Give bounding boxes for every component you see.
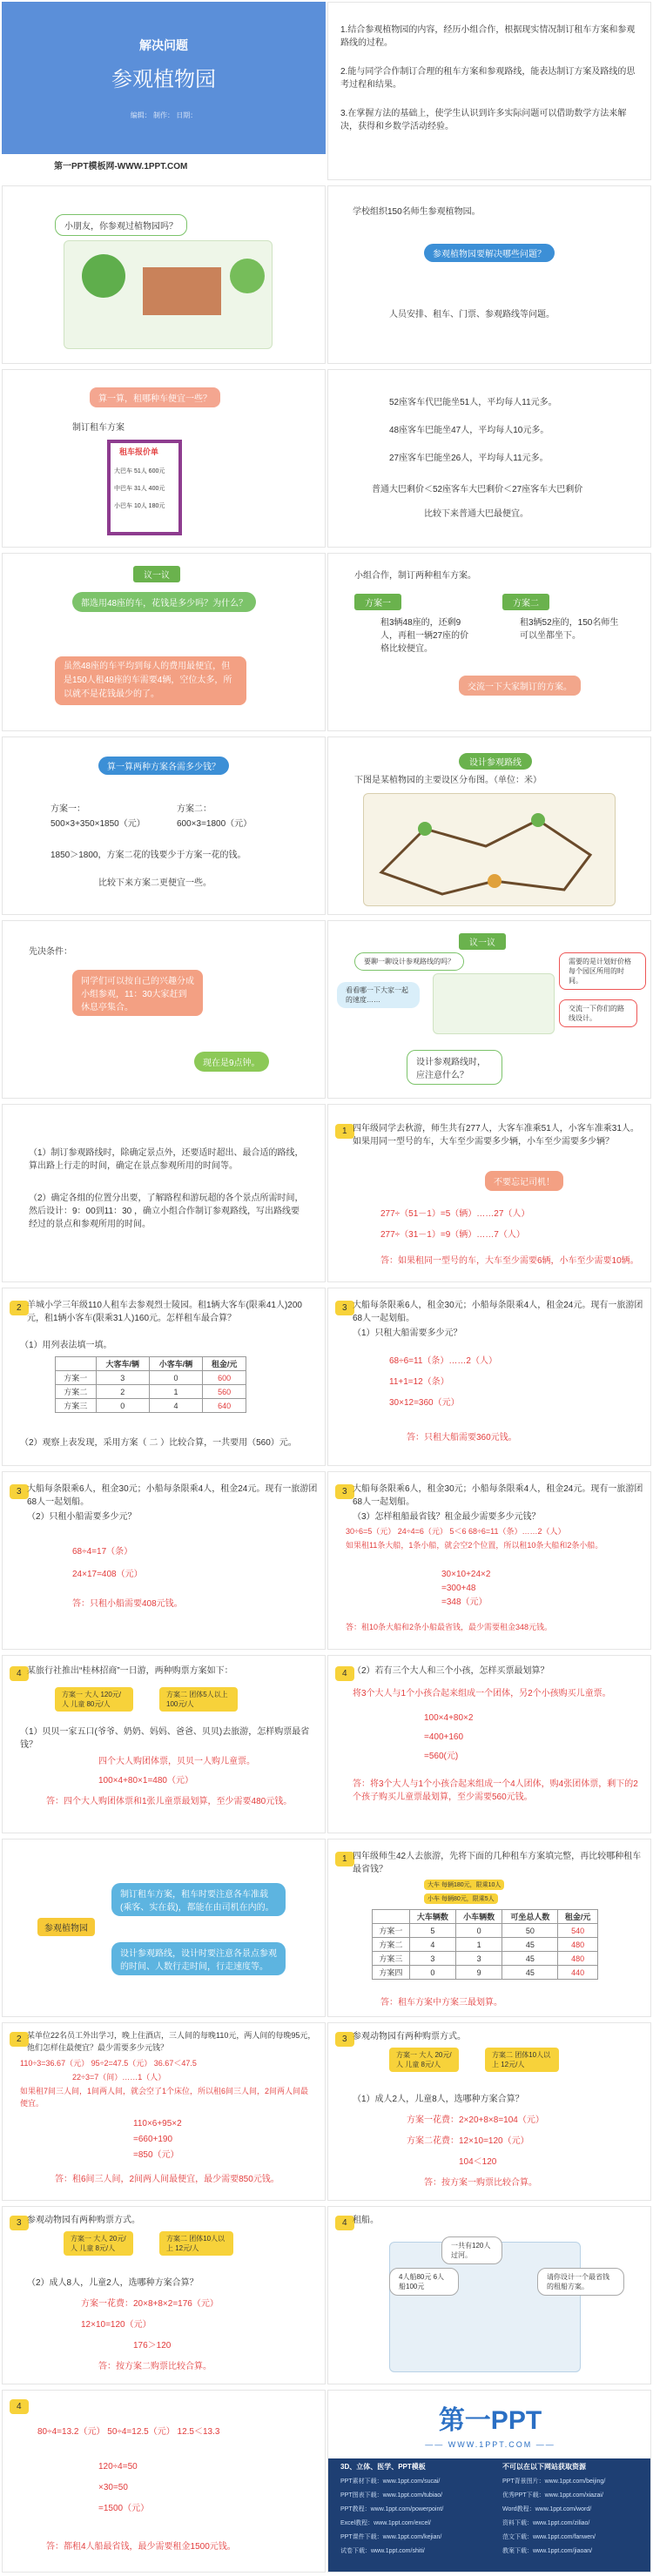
exercise-question: 参观动物园有两种购票方式。 xyxy=(27,2216,140,2225)
speech-bubble: 小朋友，你参观过植物园吗？ xyxy=(55,214,187,236)
exercise-number: 2 xyxy=(10,2032,29,2047)
slide-problems xyxy=(327,185,651,364)
slide-practice-3b xyxy=(2,2206,326,2384)
note-2: （2）确定各组的位置分出要，了解路程和游玩超的各个景点所需时间，然后设计：9：00到11：30 ，确立小组合作制订参观路线，写出路线要经过的景点和参观所用的时间。 xyxy=(29,1194,304,1229)
conclusion-text: 比较下来方案二更便宜一些。 xyxy=(98,878,212,888)
ticket-plan-2: 方案二 团体10人以上 12元/人 xyxy=(485,2048,559,2072)
slide-exercise-3c xyxy=(327,1471,651,1650)
calc-line: 30÷6=5（元） 24÷4=6（元） 5＜6 68÷6=11（条）……2（人） xyxy=(346,1527,566,1536)
calc-line: =348（元） xyxy=(441,1597,488,1607)
question-pill: 参观植物园要解决哪些问题？ xyxy=(424,244,555,262)
quote-line: 小巴车 10人 180元 xyxy=(114,503,165,509)
calc-line: 100×4+80×2 xyxy=(424,1713,474,1723)
exercise-question: 羊城小学三年级110人租车去参观烈士陵园。租1辆大客车(限乘41人)200元，租1辆小客车(限乘31人)160元。怎样租车最合算？ xyxy=(27,1301,302,1323)
calc-line: =850（元） xyxy=(133,2150,179,2160)
calc-line: 110÷3=36.67（元） 95÷2=47.5（元） 36.67＜47.5 xyxy=(20,2059,197,2068)
exercise-question: 某旅行社推出“桂林招商”一日游，两种购票方案如下： xyxy=(27,1666,233,1676)
resource-link[interactable]: 资料下载：www.1ppt.com/ziliao/ xyxy=(502,2520,590,2526)
question-bubble: 都选用48座的车，花钱是多少吗？为什么？ xyxy=(72,592,256,612)
plan1-calc: 500×3+350×1850（元） xyxy=(50,819,145,829)
slide-discuss-route xyxy=(327,920,651,1099)
resource-link[interactable]: 试卷下载：www.1ppt.com/shiti/ xyxy=(340,2548,425,2554)
slide-boat-rental xyxy=(327,2206,651,2384)
links-col1-title: 3D、立体、医学、PPT模板 xyxy=(340,2463,426,2471)
resource-link[interactable]: PPT教程：www.1ppt.com/powerpoint/ xyxy=(340,2506,444,2512)
question-bubble: 算一算，租哪种车便宜一些？ xyxy=(90,387,220,407)
summary-point: 制订租车方案，租车时要注意各车准载(乘客、实在载)，都能在由司机在内的。 xyxy=(111,1883,286,1916)
students-illustration xyxy=(433,973,555,1034)
speech-bubble: 4人船80元 6人船100元 xyxy=(389,2268,459,2296)
brand-logo: 第一PPT xyxy=(438,2406,542,2435)
calc-line: =560(元) xyxy=(424,1752,459,1761)
table-row: 方案一 3 0 600 xyxy=(56,1371,246,1385)
sub-question: （1）贝贝一家五口(爷爷、奶奶、妈妈、爸爸、贝贝)去旅游，怎样购票最省钱？ xyxy=(20,1727,310,1750)
slide-route-map xyxy=(327,736,651,915)
calc-line: 22÷3=7（间）……1（人） xyxy=(72,2073,166,2082)
calc-line: 方案一花费：20×8+8×2=176（元） xyxy=(81,2299,219,2309)
exercise-number: 4 xyxy=(10,2399,29,2414)
exercise-question: 参观动物园有两种购票方式。 xyxy=(353,2032,466,2041)
summary-point: 设计参观路线，设计时要注意各景点参观的时间、人数行走时间，行走速度等。 xyxy=(111,1942,286,1975)
answer-text: 答：租10条大船和2条小船最省钱，最少需要租金348元钱。 xyxy=(346,1623,553,1631)
compare-text: 1850＞1800，方案二花的钱要少于方案一花的钱。 xyxy=(50,851,246,860)
objective-2: 2.能与同学合作制订合理的租车方案和参观路线，能表达制订方案及路线的思考过程和结果。 xyxy=(340,67,636,90)
plan1-tag: 方案一 xyxy=(354,594,401,610)
exercise-number: 3 xyxy=(10,1484,29,1499)
ticket-plan-1: 方案一 大人 20元/人 儿童 8元/人 xyxy=(389,2048,459,2072)
price-line: 48座客车巴能坐47人，平均每人10元多。 xyxy=(389,426,549,435)
discuss-tag: 议一议 xyxy=(133,566,180,582)
quote-line: 大巴车 51人 600元 xyxy=(114,468,165,474)
slide-summary xyxy=(2,1839,326,2017)
objective-1: 1.结合参观植物园的内容，经历小组合作，根据现实情况制订租车方案和参观路线的过程。 xyxy=(340,25,636,48)
answer-text: 答：四个大人购团体票和1张儿童票最划算，至少需要480元钱。 xyxy=(46,1797,293,1806)
calc-line: 30×10+24×2 xyxy=(441,1570,491,1579)
conditions-label: 先决条件： xyxy=(29,947,72,957)
plan1-text: 租3辆48座的，还剩9人，再租一辆27座的价格比较便宜。 xyxy=(380,618,469,654)
slide-price-compare xyxy=(327,369,651,548)
slide-practice-2 xyxy=(2,2022,326,2201)
slide-exercise-4a xyxy=(2,1655,326,1833)
intro-text: 小组合作，制订两种租车方案。 xyxy=(354,571,476,581)
ticket-plan-2: 方案二 团体10人以上 12元/人 xyxy=(159,2231,233,2256)
ticket-plan-1: 方案一 大人 20元/人 儿童 8元/人 xyxy=(64,2231,133,2256)
ticket-plan-1: 方案一 大人 120元/人 儿童 80元/人 xyxy=(55,1687,133,1712)
exercise-number: 3 xyxy=(10,2216,29,2230)
answer-text: 答：租6间三人间，2间两人间最便宜，最少需要850元钱。 xyxy=(55,2175,279,2184)
calc-line: 方案一花费：2×20+8×8=104（元） xyxy=(407,2115,544,2125)
calc-line: 120÷4=50 xyxy=(98,2462,138,2472)
slide-two-plans xyxy=(327,553,651,731)
price-ref: 小车 每辆80元，限乘5人 xyxy=(424,1893,498,1904)
tree-shape xyxy=(230,259,265,293)
answer-text: 答：将3个大人与1个小孩合起来组成一个4人团体，购4张团体票，剩下的2个孩子购买儿童票最划算，至少需要560元钱。 xyxy=(353,1779,638,1802)
speech-bubble: 交流一下你们的路线设计。 xyxy=(559,999,637,1027)
speech-bubble: 请你设计一个最省钱的租船方案。 xyxy=(537,2268,624,2296)
table-row: 方案四 0 9 45 440 xyxy=(373,1966,598,1980)
resource-link[interactable]: 优秀PPT下载：www.1ppt.com/xiazai/ xyxy=(502,2492,603,2499)
slide-intro-question xyxy=(2,185,326,364)
sub-question: （3）怎样租船最省钱？租金最少需要多少元钱？ xyxy=(353,1512,541,1522)
calc-line: =660+190 xyxy=(133,2135,173,2144)
slide-exercise-4b xyxy=(327,1655,651,1833)
table-row: 方案二 4 1 45 480 xyxy=(373,1938,598,1952)
exercise-question: （2）若有三个大人和三个小孩，怎样买票最划算？ xyxy=(353,1666,549,1676)
calc-line: 176＞120 xyxy=(133,2341,172,2351)
slide-brand xyxy=(327,2390,651,2573)
note-1: （1）制订参观路线时，除确定景点外，还要适时超出、最合适的路线，算出路上行走的时间，确定在景点参观所用的时间等。 xyxy=(29,1148,304,1171)
answer-text: 答：都租4人船最省钱，最少需要租金1500元钱。 xyxy=(46,2542,236,2552)
exercise-number: 4 xyxy=(335,1666,354,1681)
cover-meta: 编辑： 制作： 日期： xyxy=(130,111,198,119)
discuss-tag: 议一议 xyxy=(459,933,506,950)
summary-tag: 参观植物园 xyxy=(37,1918,95,1936)
slide-exercise-1 xyxy=(327,1104,651,1282)
plan-table: 大客车/辆 小客车/辆 租金/元 方案一 3 0 600 方案二 2 1 560 方案三 0 4 640 xyxy=(55,1356,246,1413)
exercise-question: 某单位22名员工外出学习，晚上住酒店，三人间的每晚110元，两人间的每晚95元，他们怎样住最便宜？最少需要多少元钱？ xyxy=(27,2031,316,2052)
calc-line: 110×6+95×2 xyxy=(133,2119,182,2129)
quote-line: 中巴车 31人 400元 xyxy=(114,486,165,492)
exercise-question: 四年级同学去秋游，师生共有277人，大客车准乘51人，小客车准乘31人。如果用同一型号的车，大车至少需要多少辆，小车至少需要多少辆？ xyxy=(353,1124,639,1147)
exercise-question: 大船每条限乘6人，租金30元；小船每条限乘4人，租金24元。现有一旅游团68人一起划船。 xyxy=(353,1301,643,1323)
answer-text: 答：只租小船需要408元钱。 xyxy=(72,1599,183,1609)
route-tag: 设计参观路线 xyxy=(459,753,532,770)
resource-link[interactable]: 教案下载：www.1ppt.com/jiaoan/ xyxy=(502,2548,593,2554)
exercise-number: 2 xyxy=(10,1301,29,1315)
speech-bubble: 看看哪一下大家一起的速度…… xyxy=(337,982,420,1008)
slide-rental-quote xyxy=(2,369,326,548)
links-panel xyxy=(328,2458,651,2573)
slide-practice-1 xyxy=(327,1839,651,2017)
plan2-calc: 600×3=1800（元） xyxy=(177,819,252,829)
table-row: 方案三 3 3 45 480 xyxy=(373,1952,598,1966)
ticket-plan-2: 方案二 团体5人以上 100元/人 xyxy=(159,1687,238,1712)
calc-line: 将3个大人与1个小孩合起来组成一个团体，另2个小孩购买儿童票。 xyxy=(353,1689,611,1698)
plan1-label: 方案一： xyxy=(50,804,85,814)
exercise-title: 租船。 xyxy=(353,2216,379,2225)
plan2-tag: 方案二 xyxy=(502,594,549,610)
slide-calc-plans xyxy=(2,736,326,915)
price-line: 27座客车巴能坐26人，平均每人11元多。 xyxy=(389,454,549,463)
condition-bubble: 同学们可以按自己的兴趣分成小组参观，11：30大家赶到休息亭集合。 xyxy=(72,970,203,1016)
exercise-number: 3 xyxy=(335,1484,354,1499)
price-line: 普通大巴剩价＜52座客车大巴剩价＜27座客车大巴剩价 xyxy=(372,485,583,494)
calc-line: =300+48 xyxy=(441,1584,476,1593)
quote-sheet-title: 租车报价单 xyxy=(119,447,159,456)
tree-shape xyxy=(82,254,125,298)
slide-cover xyxy=(2,2,326,180)
brand-url: —— WWW.1PPT.COM —— xyxy=(425,2440,555,2449)
answer-text: 答：租车方案中方案三最划算。 xyxy=(380,1998,502,2008)
calc-line: 如果租11条大船，1条小船，就会空2个位置，所以租10条大船和2条小船。 xyxy=(346,1541,603,1550)
resource-link[interactable]: PPT背景图片：www.1ppt.com/beijing/ xyxy=(502,2478,606,2485)
plan2-label: 方案二： xyxy=(177,804,212,814)
table-row: 方案三 0 4 640 xyxy=(56,1399,246,1413)
calc-line: 104＜120 xyxy=(459,2157,497,2167)
quote-sheet xyxy=(107,440,182,535)
answer-text: 答：按方案二购票比较合算。 xyxy=(98,2362,212,2371)
slide-route-notes xyxy=(2,1104,326,1282)
sub-question: （1）成人2人，儿童8人，选哪种方案合算？ xyxy=(353,2095,524,2104)
objective-3: 3.在掌握方法的基础上，使学生认识到许多实际问题可以借助数学方法来解决，获得和乡数学活动经验。 xyxy=(340,109,627,131)
price-line: 52座客车代巴能坐51人，平均每人11元多。 xyxy=(389,398,557,407)
exercise-number: 4 xyxy=(10,1666,29,1681)
sub-question: （2）成人8人，儿童2人，选哪种方案合算？ xyxy=(27,2278,199,2288)
time-bubble: 现在是9点钟。 xyxy=(194,1052,269,1072)
cover-kicker: 解决问题 xyxy=(139,38,188,52)
calc-line: 四个大人购团体票，贝贝一人购儿童票。 xyxy=(98,1757,255,1766)
answer-text: 人员安排、租车、门票、参观路线等问题。 xyxy=(389,310,555,319)
cover-footer-band xyxy=(2,154,326,180)
cover-title: 参观植物园 xyxy=(111,68,216,91)
slide-exercise-3a xyxy=(327,1288,651,1466)
sub-question: （1）只租大船需要多少元？ xyxy=(353,1328,462,1338)
answer-text: 答：按方案一购票比较合算。 xyxy=(424,2178,537,2188)
price-ref: 大车 每辆180元，限乘10人 xyxy=(424,1880,504,1890)
calc-line: 如果租7间三人间，1间两人间，就会空了1个床位，所以租6间三人间，2间两人间最便宜。 xyxy=(20,2087,309,2108)
exercise-number: 1 xyxy=(335,1852,354,1866)
calc-line: =400+160 xyxy=(424,1732,464,1742)
slide-exercise-2 xyxy=(2,1288,326,1466)
answer-text: 答：只租大船需要360元钱。 xyxy=(407,1433,517,1443)
resource-link[interactable]: PPT图表下载：www.1ppt.com/tubiao/ xyxy=(340,2492,443,2499)
sub-question: （2）只租小船需要多少元？ xyxy=(27,1512,137,1522)
exercise-question: 大船每条限乘6人，租金30元；小船每条限乘4人，租金24元。现有一旅游团68人一起划船。 xyxy=(27,1484,318,1507)
calc-line: =1500（元） xyxy=(98,2504,150,2513)
sub-question: （1）用列表法填一填。 xyxy=(20,1341,112,1350)
resource-link[interactable]: Word教程：www.1ppt.com/word/ xyxy=(502,2506,592,2512)
garden-illustration xyxy=(64,240,273,349)
speech-bubble: 需要的是计划好价格每个园区所用的时间。 xyxy=(559,952,646,990)
exercise-question: 四年级师生42人去旅游，先将下面的几种租车方案填完整，再比较哪种租车最省钱？ xyxy=(353,1852,642,1874)
exercise-question: 大船每条限乘6人，租金30元；小船每条限乘4人，租金24元。现有一旅游团68人一起划船。 xyxy=(353,1484,643,1507)
exercise-number: 1 xyxy=(335,1124,354,1139)
answer-text: 答：如果租同一型号的车，大车至少需要6辆，小车至少需要10辆。 xyxy=(380,1256,639,1266)
slide-practice-3a xyxy=(327,2022,651,2201)
tip-bubble: 不要忘记司机！ xyxy=(485,1171,563,1191)
exercise-number: 3 xyxy=(335,1301,354,1315)
calc-line: 11+1=12（条） xyxy=(389,1377,449,1387)
slide-conditions xyxy=(2,920,326,1099)
resource-link[interactable]: Excel教程：www.1ppt.com/excel/ xyxy=(340,2520,431,2526)
cover-footer: 第一PPT模板网-WWW.1PPT.COM xyxy=(54,162,188,172)
calc-line: 80÷4=13.2（元） 50÷4=12.5（元） 12.5＜13.3 xyxy=(37,2427,220,2437)
calc-line: 24×17=408（元） xyxy=(72,1570,143,1579)
links-col2-title: 不可以在以下网站获取资源 xyxy=(502,2463,586,2471)
intro-text: 学校组织150名师生参观植物园。 xyxy=(353,207,481,217)
sub-question: （2）观察上表发现，采用方案（ 二 ）比较合算，一共要用（560）元。 xyxy=(20,1438,297,1448)
intro-text: 下图是某植物园的主要设区分布图。（单位：米） xyxy=(354,776,542,785)
calc-line: 30×12=360（元） xyxy=(389,1398,460,1408)
calc-line: 277÷（51－1）=5（辆）……27（人） xyxy=(380,1209,530,1219)
question-bubble: 设计参观路线时，应注意什么？ xyxy=(407,1050,502,1085)
plan-table: 大车辆数 小车辆数 可坐总人数 租金/元 方案一 5 0 50 540 方案二 4 1 45 480 方案三 3 3 45 480 方案四 0 9 45 440 xyxy=(372,1909,598,1980)
calc-line: 100×4+80×1=480（元） xyxy=(98,1776,193,1786)
calc-line: 68÷4=17（条） xyxy=(72,1547,133,1557)
calc-line: ×30=50 xyxy=(98,2483,128,2492)
plan2-text: 租3辆52座的，150名师生可以坐都坐下。 xyxy=(520,618,619,641)
slide-boat-solution xyxy=(2,2390,326,2573)
slide-exercise-3b xyxy=(2,1471,326,1650)
calc-line: 方案二花费：12×10=120（元） xyxy=(407,2136,529,2146)
slide-objectives xyxy=(327,2,651,180)
exercise-number: 4 xyxy=(335,2216,354,2230)
resource-link[interactable]: 范文下载：www.1ppt.com/fanwen/ xyxy=(502,2534,596,2540)
question-pill: 算一算两种方案各需多少钱？ xyxy=(98,757,229,775)
house-shape xyxy=(143,267,221,315)
slide-discuss-48 xyxy=(2,553,326,731)
route-lines xyxy=(364,794,616,907)
speech-bubble: 要聊一聊设计参观路线的吗？ xyxy=(354,952,464,971)
speech-bubble: 一共有120人过河。 xyxy=(441,2236,502,2264)
table-row: 方案一 5 0 50 540 xyxy=(373,1924,598,1938)
price-line: 比较下来普通大巴最便宜。 xyxy=(424,509,528,519)
section-label: 制订租车方案 xyxy=(72,423,125,433)
calc-line: 68÷6=11（条）……2（人） xyxy=(389,1356,497,1366)
ask-bubble: 交流一下大家制订的方案。 xyxy=(459,676,581,696)
calc-line: 277÷（31－1）=9（辆）……7（人） xyxy=(380,1230,525,1240)
park-map xyxy=(363,793,616,906)
calc-line: 12×10=120（元） xyxy=(81,2320,151,2330)
table-row: 方案二 2 1 560 xyxy=(56,1385,246,1399)
exercise-number: 3 xyxy=(335,2032,354,2047)
resource-link[interactable]: PPT课件下载：www.1ppt.com/kejian/ xyxy=(340,2534,442,2540)
answer-bubble: 虽然48座的车平均到每人的费用最便宜，但是150人租48座的车需要4辆，空位太多，所以就不是花钱最少的了。 xyxy=(55,656,246,705)
resource-link[interactable]: PPT素材下载：www.1ppt.com/sucai/ xyxy=(340,2478,441,2485)
